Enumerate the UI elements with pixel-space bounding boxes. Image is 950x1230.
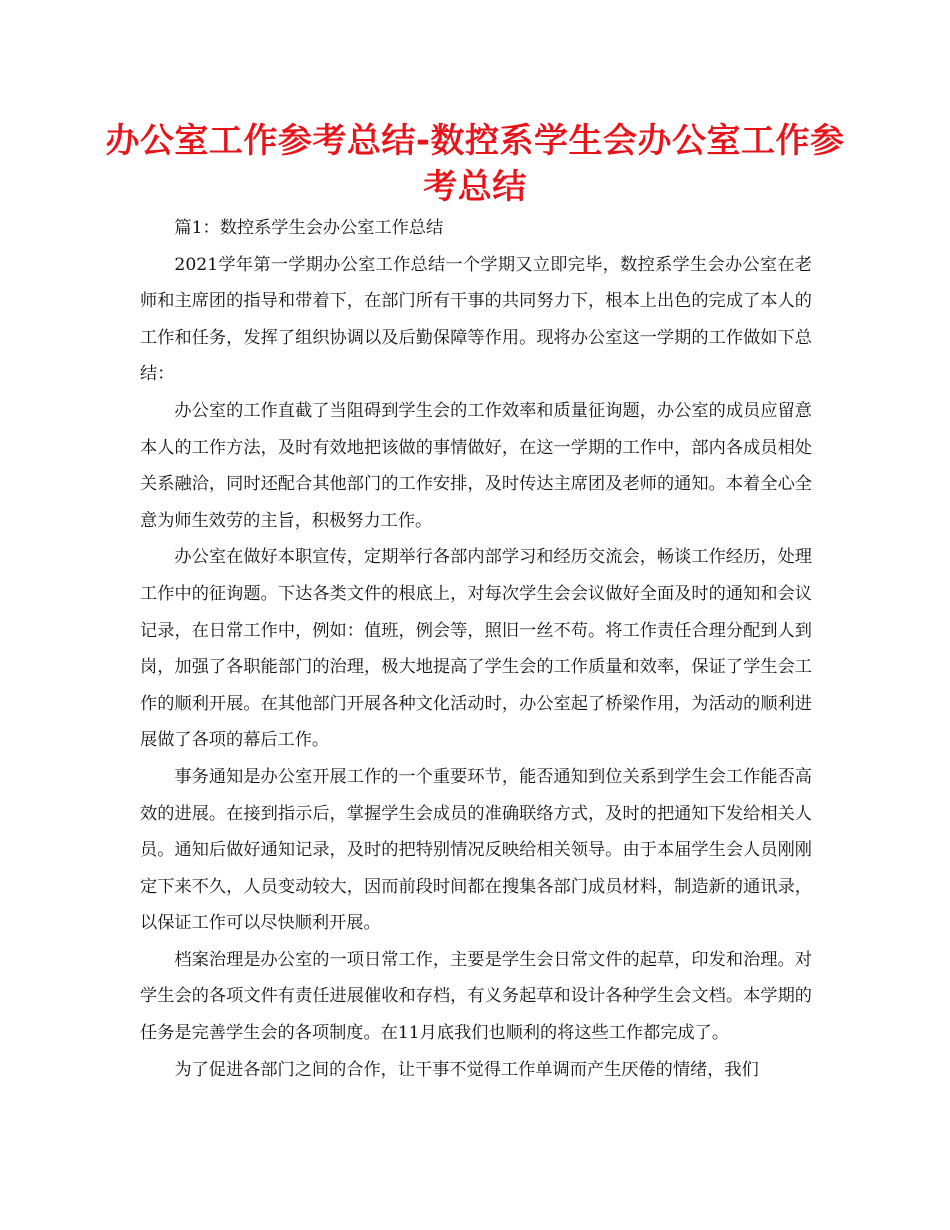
paragraph: 为了促进各部门之间的合作，让干事不觉得工作单调而产生厌倦的情绪，我们	[174, 1059, 759, 1080]
paragraph: 2021学年第一学期办公室工作总结一个学期又立即完毕，数控系学生会办公室在老师和主席团的指导和带着下，在部门所有干事的共同努力下，根本上出色的完成了本人的工作和任务，发挥了组织协调以及后勤保障等作用。现将办公室这一学期的工作做如下总结：	[140, 254, 812, 385]
document-body	[140, 210, 812, 1088]
section-heading: 篇1：数控系学生会办公室工作总结	[174, 218, 444, 238]
paragraph: 档案治理是办公室的一项日常工作，主要是学生会日常文件的起草，印发和治理。对学生会的各项文件有责任进展催收和存档，有义务起草和设计各种学生会文档。本学期的任务是完善学生会的各项制度。在11月底我们也顺利的将这些工作都完成了。	[140, 949, 812, 1044]
paragraph: 办公室在做好本职宣传，定期举行各部内部学习和经历交流会，畅谈工作经历，处理工作中的征询题。下达各类文件的根底上，对每次学生会会议做好全面及时的通知和会议记录，在日常工作中，例如：值班，例会等，照旧一丝不苟。将工作责任合理分配到人到岗，加强了各职能部门的治理，极大地提高了学生会的工作质量和效率，保证了学生会工作的顺利开展。在其他部门开展各种文化活动时，办公室起了桥梁作用，为活动的顺利进展做了各项的幕后工作。	[140, 547, 812, 751]
paragraph: 事务通知是办公室开展工作的一个重要环节，能否通知到位关系到学生会工作能否高效的进展。在接到指示后，掌握学生会成员的准确联络方式，及时的把通知下发给相关人员。通知后做好通知记录，及时的把特别情况反映给相关领导。由于本届学生会人员刚刚定下来不久，人员变动较大，因而前段时间都在搜集各部门成员材料，制造新的通讯录，以保证工作可以尽快顺利开展。	[140, 766, 812, 934]
paragraph: 办公室的工作直截了当阻碍到学生会的工作效率和质量征询题，办公室的成员应留意本人的工作方法，及时有效地把该做的事情做好，在这一学期的工作中，部内各成员相处关系融洽，同时还配合其他部门的工作安排，及时传达主席团及老师的通知。本着全心全意为师生效劳的主旨，积极努力工作。	[140, 400, 812, 531]
document-title: 办公室工作参考总结-数控系学生会办公室工作参考总结	[105, 121, 845, 207]
